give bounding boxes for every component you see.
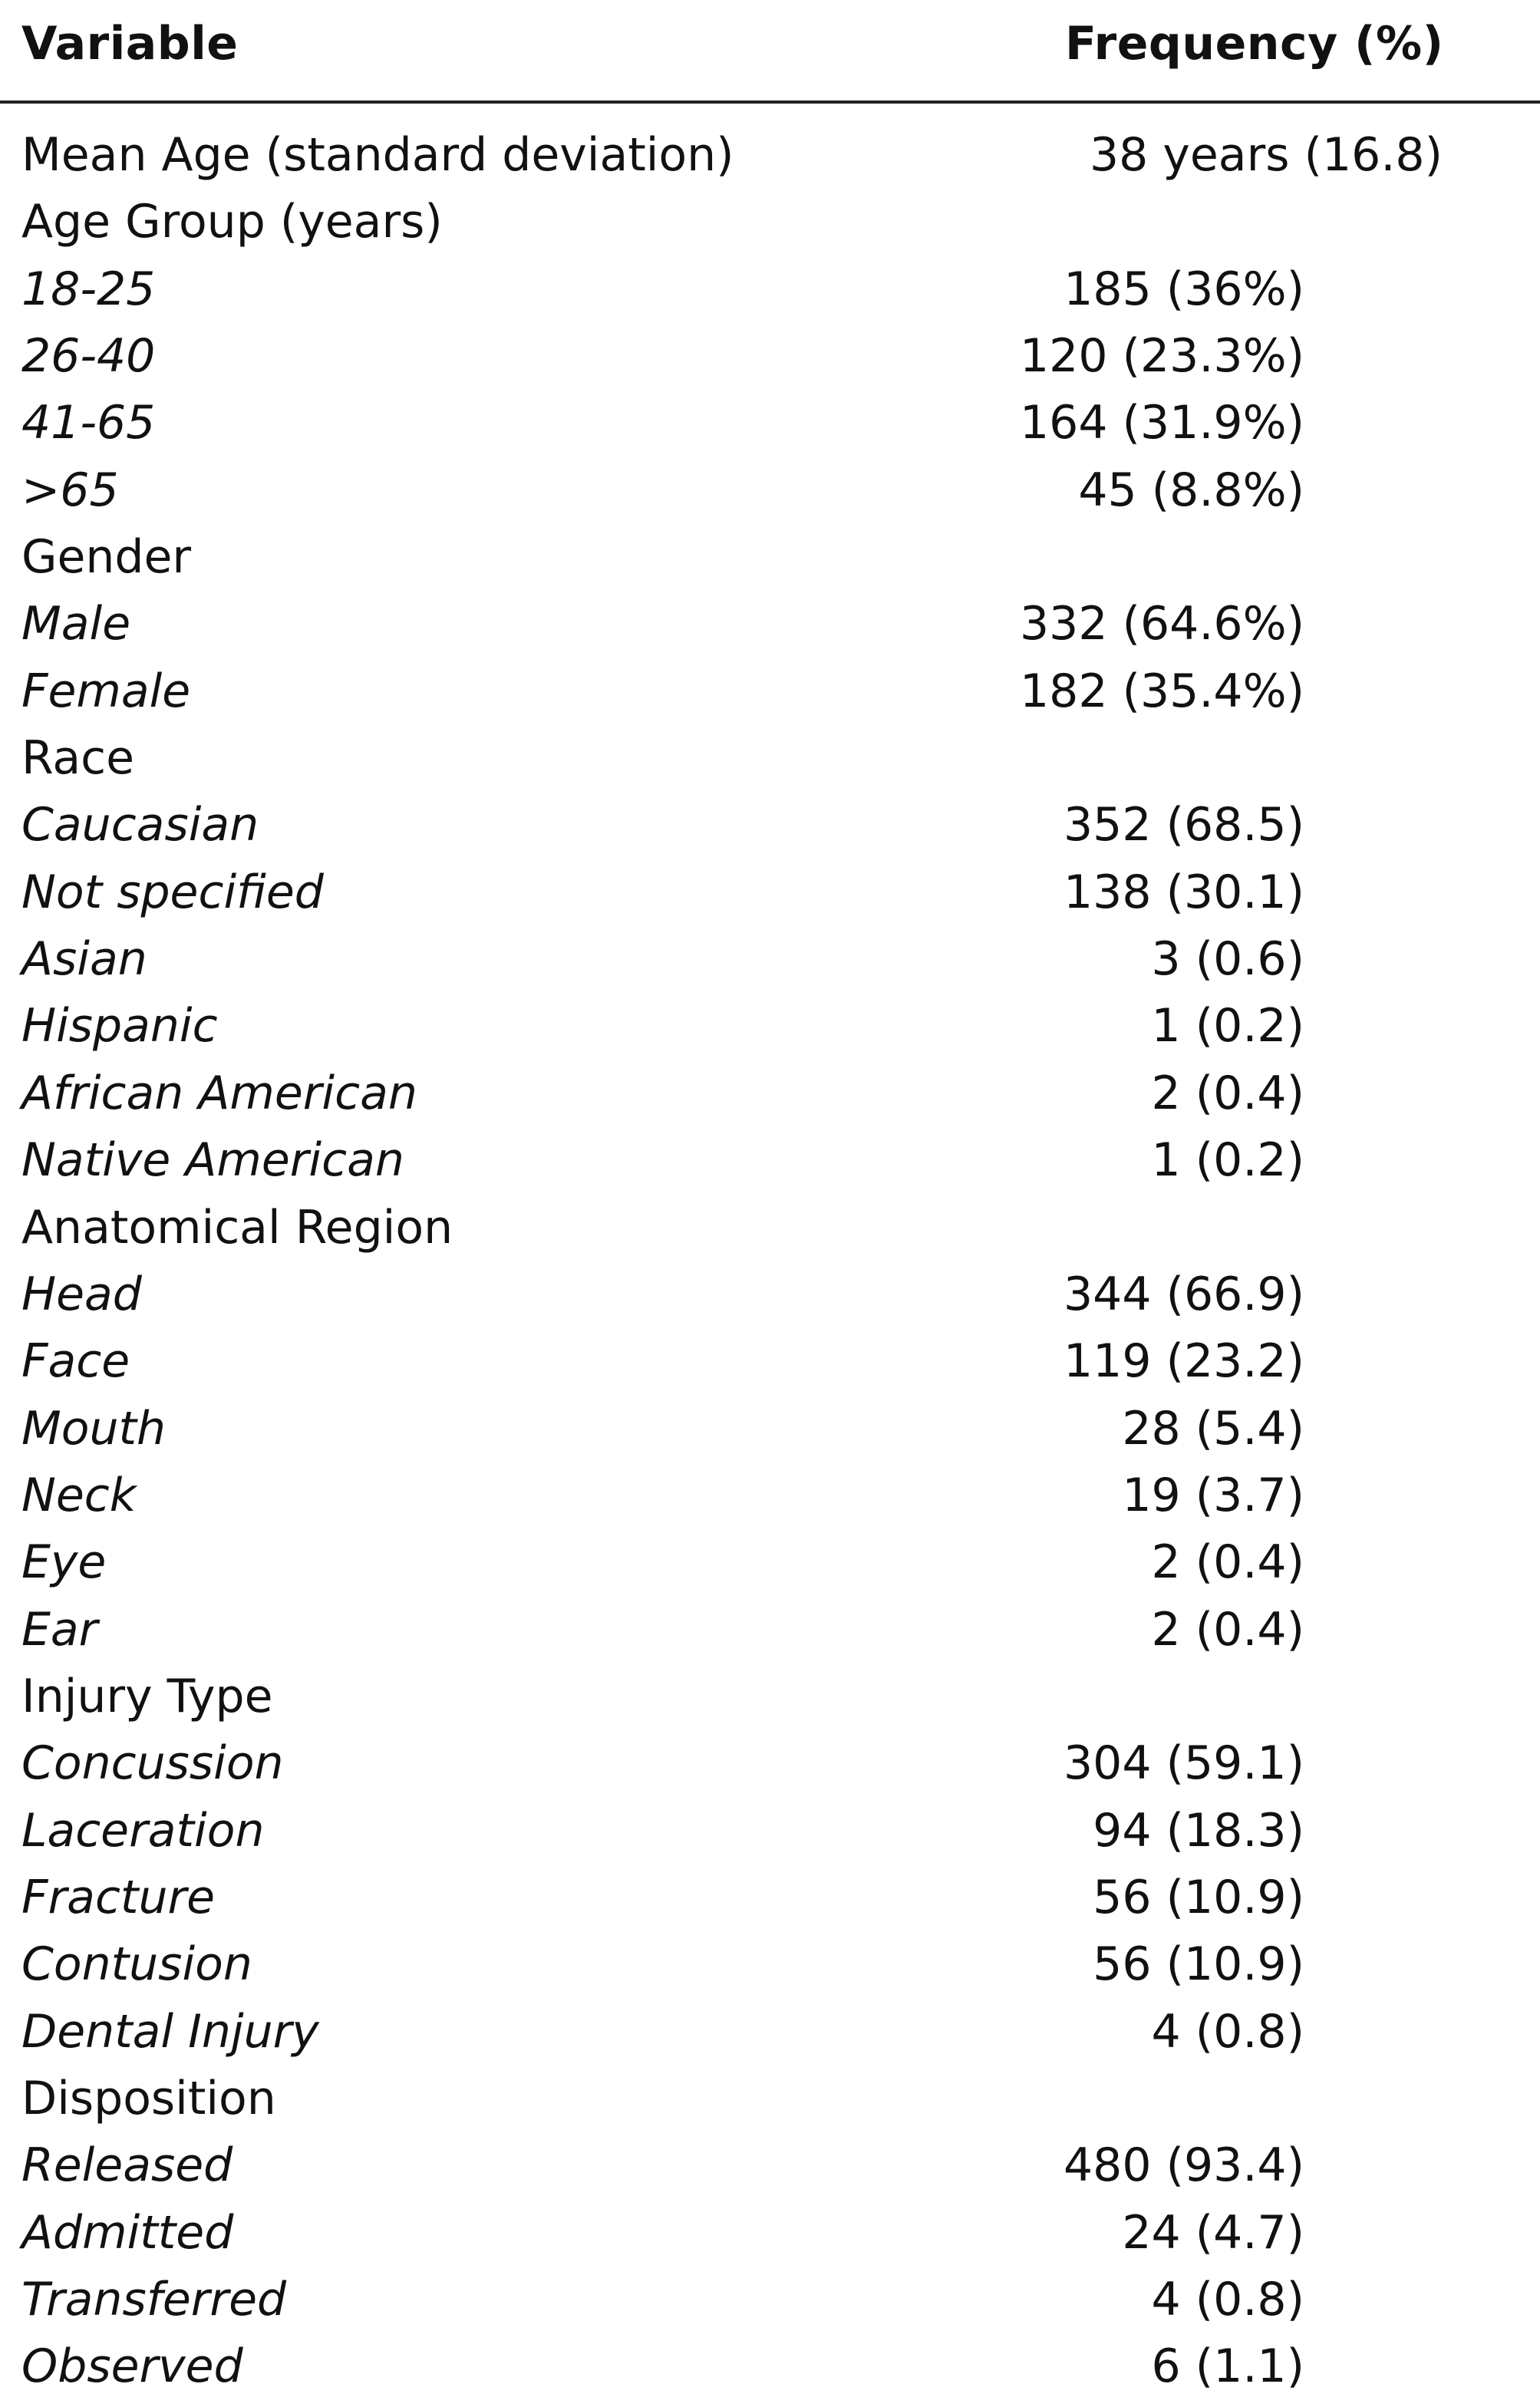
row-group-label: Gender [21, 530, 192, 585]
table-row [0, 2269, 1540, 2336]
table-row [0, 1465, 1540, 1532]
row-frequency-value: 6 (1.1) [1151, 2339, 1304, 2394]
row-frequency-value: 164 (31.9%) [1019, 396, 1304, 450]
row-sublabel: Released [21, 2138, 233, 2193]
row-frequency-value: 94 (18.3) [1093, 1803, 1304, 1858]
table-row [0, 325, 1540, 392]
row-group-label: Age Group (years) [21, 195, 443, 249]
row-frequency-value: 119 (23.2) [1063, 1334, 1304, 1389]
column-header-frequency: Frequency (%) [1065, 17, 1444, 71]
row-group-label: Disposition [21, 2071, 276, 2125]
row-sublabel: Face [21, 1334, 130, 1389]
row-frequency-value: 45 (8.8%) [1078, 463, 1304, 517]
row-sublabel: Eye [21, 1535, 107, 1590]
row-sublabel: Caucasian [21, 798, 259, 852]
row-sublabel: African American [21, 1066, 417, 1120]
table-row [0, 661, 1540, 727]
row-sublabel: Dental Injury [21, 2004, 319, 2059]
table-row [0, 2001, 1540, 2068]
row-sublabel: Observed [21, 2339, 243, 2394]
table-row [0, 1934, 1540, 2000]
table-row [0, 862, 1540, 928]
table-row [0, 460, 1540, 526]
row-sublabel: Laceration [21, 1803, 265, 1858]
row-frequency-value: 1 (0.2) [1151, 1133, 1304, 1188]
row-sublabel: Native American [21, 1133, 404, 1188]
row-sublabel: Asian [21, 932, 147, 987]
row-sublabel: Male [21, 597, 131, 651]
row-group-label: Injury Type [21, 1669, 273, 1723]
row-sublabel: Neck [21, 1468, 137, 1522]
row-sublabel: Mouth [21, 1401, 167, 1456]
row-frequency-value: 2 (0.4) [1151, 1066, 1304, 1120]
table-row [0, 1532, 1540, 1598]
row-frequency-value: 182 (35.4%) [1019, 664, 1304, 718]
table-row [0, 1599, 1540, 1666]
header-rule [0, 101, 1540, 104]
row-group-label: Anatomical Region [21, 1200, 453, 1255]
table-body [0, 124, 1540, 2403]
table-row [0, 1330, 1540, 1397]
table-row [0, 928, 1540, 995]
row-sublabel: Head [21, 1267, 142, 1321]
row-sublabel: Admitted [21, 2205, 234, 2260]
table-row [0, 191, 1540, 258]
row-frequency-value: 185 (36%) [1063, 262, 1304, 316]
row-sublabel: Contusion [21, 1937, 252, 1992]
row-sublabel: Concussion [21, 1736, 284, 1791]
table-row [0, 2135, 1540, 2201]
table-row [0, 794, 1540, 861]
row-sublabel: Transferred [21, 2273, 287, 2326]
row-frequency-value: 4 (0.8) [1151, 2273, 1304, 2326]
table-row [0, 1733, 1540, 1799]
row-frequency-value: 120 (23.3%) [1019, 329, 1304, 384]
table-row [0, 1398, 1540, 1465]
row-frequency-value: 56 (10.9) [1093, 1870, 1304, 1924]
table-row [0, 1129, 1540, 1196]
table-row [0, 526, 1540, 593]
row-sublabel: 26-40 [21, 329, 156, 384]
table-row [0, 995, 1540, 1062]
row-frequency-value: 2 (0.4) [1151, 1602, 1304, 1657]
row-frequency-value: 332 (64.6%) [1019, 597, 1304, 651]
column-header-variable: Variable [21, 17, 239, 71]
row-frequency-value: 4 (0.8) [1151, 2004, 1304, 2059]
row-sublabel: >65 [21, 463, 119, 517]
row-frequency-value: 304 (59.1) [1063, 1736, 1304, 1791]
table-row [0, 124, 1540, 191]
row-frequency-value: 28 (5.4) [1122, 1401, 1304, 1456]
row-sublabel: 18-25 [21, 262, 156, 316]
row-sublabel: Female [21, 664, 191, 718]
row-sublabel: Ear [21, 1602, 98, 1657]
row-sublabel: 41-65 [21, 396, 156, 450]
table-row [0, 727, 1540, 794]
row-frequency-value: 1 (0.2) [1151, 999, 1304, 1053]
row-frequency-value: 24 (4.7) [1122, 2205, 1304, 2260]
row-frequency-value: 344 (66.9) [1063, 1267, 1304, 1321]
table-row [0, 1063, 1540, 1129]
row-frequency-value: 2 (0.4) [1151, 1535, 1304, 1590]
table-row [0, 2202, 1540, 2269]
row-sublabel: Fracture [21, 1870, 216, 1924]
row-frequency-value: 352 (68.5) [1063, 798, 1304, 852]
row-group-label: Mean Age (standard deviation) [21, 128, 734, 182]
row-frequency-value: 480 (93.4) [1063, 2138, 1304, 2193]
table-row [0, 1197, 1540, 1264]
table-row [0, 1264, 1540, 1330]
table-row [0, 593, 1540, 660]
row-sublabel: Hispanic [21, 999, 218, 1053]
table-row [0, 392, 1540, 459]
row-sublabel: Not specified [21, 865, 324, 919]
row-frequency-value: 38 years (16.8) [1089, 128, 1443, 182]
row-frequency-value: 3 (0.6) [1151, 932, 1304, 987]
table-row [0, 1800, 1540, 1867]
table-header [0, 0, 1540, 101]
table-row [0, 2336, 1540, 2402]
row-frequency-value: 19 (3.7) [1122, 1468, 1304, 1522]
table-row [0, 259, 1540, 325]
row-group-label: Race [21, 731, 135, 786]
table-row [0, 1666, 1540, 1733]
table-row [0, 2068, 1540, 2135]
row-frequency-value: 56 (10.9) [1093, 1937, 1304, 1992]
table-row [0, 1867, 1540, 1934]
row-frequency-value: 138 (30.1) [1063, 865, 1304, 919]
